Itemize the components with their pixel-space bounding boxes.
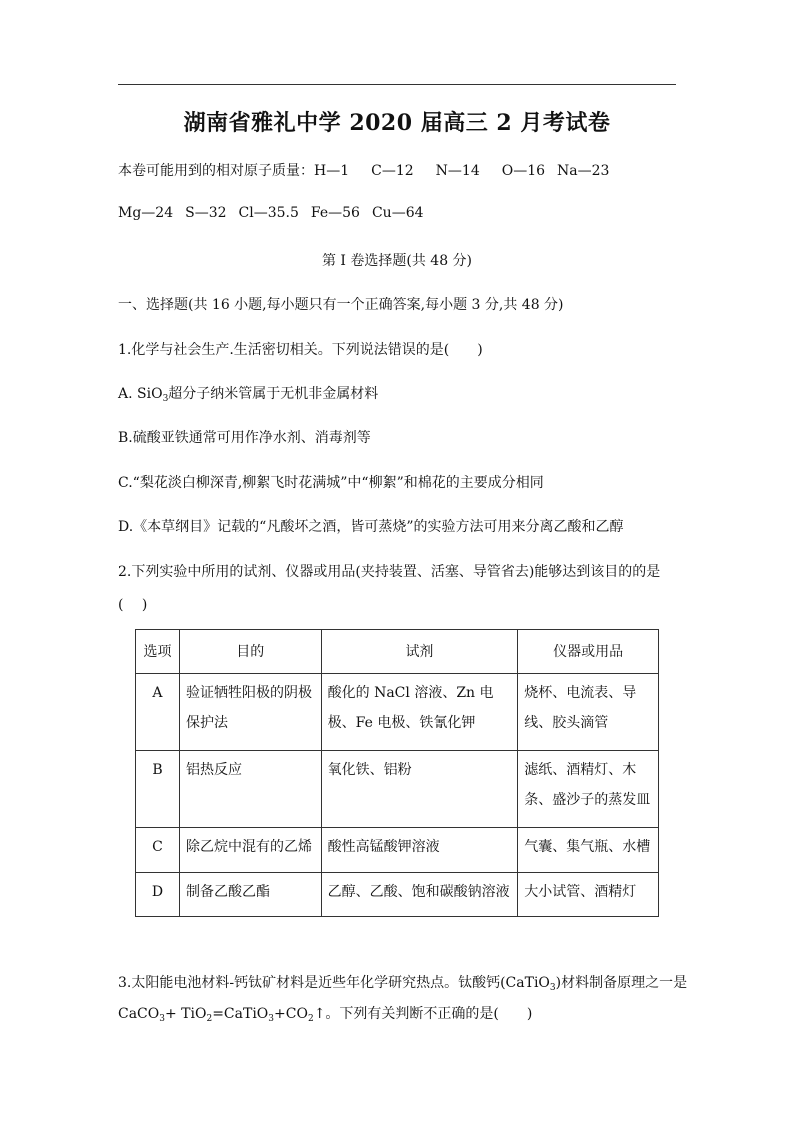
q1-stem: 1.化学与社会生产.生活密切相关。下列说法错误的是( )	[118, 342, 483, 358]
mass-cl: Cl—35.5	[238, 205, 299, 221]
section-instructions: 一、选择题(共 16 小题,每小题只有一个正确答案,每小题 3 分,共 48 分)	[118, 297, 564, 313]
mass-s: S—32	[185, 205, 227, 221]
row-d-reagent: 乙醇、乙酸、饱和碳酸钠溶液	[321, 873, 518, 917]
mass-h: H—1	[314, 163, 350, 179]
table-row	[136, 873, 659, 917]
q3-line-1: 3.太阳能电池材料-钙钛矿材料是近些年化学研究热点。钛酸钙(CaTiO$_3$)材料制备原理之一是	[118, 975, 688, 993]
mass-fe: Fe—56	[310, 205, 360, 221]
table-row	[136, 828, 659, 873]
mass-c: C—12	[371, 163, 414, 179]
row-c-option: C	[136, 828, 180, 873]
q1-option-c: C.“梨花淡白柳深青,柳絮飞时花满城”中“柳絮”和棉花的主要成分相同	[118, 475, 544, 491]
q3-line-2: CaCO$_3$+ $TiO_2=CaTiO_3+CO_2↑$。下列有关判断不正确的是( )	[118, 1006, 533, 1024]
row-d-instrument: 大小试管、酒精灯	[518, 873, 659, 917]
mass-na: Na—23	[557, 163, 610, 179]
mass-n: N—14	[435, 163, 480, 179]
q1-option-a: A. SiO$_3$超分子纳米管属于无机非金属材料	[118, 386, 379, 404]
header-purpose: 目的	[179, 630, 321, 674]
table-row	[136, 674, 659, 751]
exam-title: 湖南省雅礼中学 2020 届高三 2 月考试卷	[183, 110, 611, 136]
q1-option-d: D.《本草纲目》记载的“凡酸坏之酒，皆可蒸烧”的实验方法可用来分离乙酸和乙醇	[118, 519, 624, 535]
row-b-option: B	[136, 751, 180, 828]
atomic-mass-intro: 本卷可能用到的相对原子质量：	[118, 163, 314, 179]
q2-stem: 2.下列实验中所用的试剂、仪器或用品(夹持装置、活塞、导管省去)能够达到该目的的是	[118, 564, 661, 580]
row-b-reagent: 氧化铁、铝粉	[321, 751, 518, 828]
header-reagent: 试剂	[321, 630, 518, 674]
q1-option-b: B.硫酸亚铁通常可用作净水剂、消毒剂等	[118, 430, 371, 446]
top-rule	[118, 84, 676, 85]
row-a-instrument: 烧杯、电流表、导线、胶头滴管	[518, 674, 659, 751]
mass-cu: Cu—64	[371, 205, 424, 221]
mass-mg: Mg—24	[118, 205, 174, 221]
q2-bracket: ( )	[118, 597, 148, 613]
header-instrument: 仪器或用品	[518, 630, 659, 674]
row-b-instrument: 滤纸、酒精灯、木条、盛沙子的蒸发皿	[518, 751, 659, 828]
row-d-purpose: 制备乙酸乙酯	[179, 873, 321, 917]
mass-o: O—16	[501, 163, 546, 179]
row-b-purpose: 铝热反应	[179, 751, 321, 828]
row-a-option: A	[136, 674, 180, 751]
table-row	[136, 751, 659, 828]
row-a-reagent: 酸化的 NaCl 溶液、Zn 电极、Fe 电极、铁氰化钾	[321, 674, 518, 751]
row-c-purpose: 除乙烷中混有的乙烯	[179, 828, 321, 873]
row-a-purpose: 验证牺牲阳极的阴极保护法	[179, 674, 321, 751]
row-c-reagent: 酸性高锰酸钾溶液	[321, 828, 518, 873]
atomic-mass-line-1	[118, 160, 609, 180]
atomic-mass-line-2	[118, 205, 424, 221]
section-title: 第 I 卷选择题(共 48 分)	[321, 253, 473, 269]
table-header-row	[136, 630, 659, 674]
header-option: 选项	[136, 630, 180, 674]
q2-table	[135, 629, 659, 917]
row-d-option: D	[136, 873, 180, 917]
row-c-instrument: 气囊、集气瓶、水槽	[518, 828, 659, 873]
